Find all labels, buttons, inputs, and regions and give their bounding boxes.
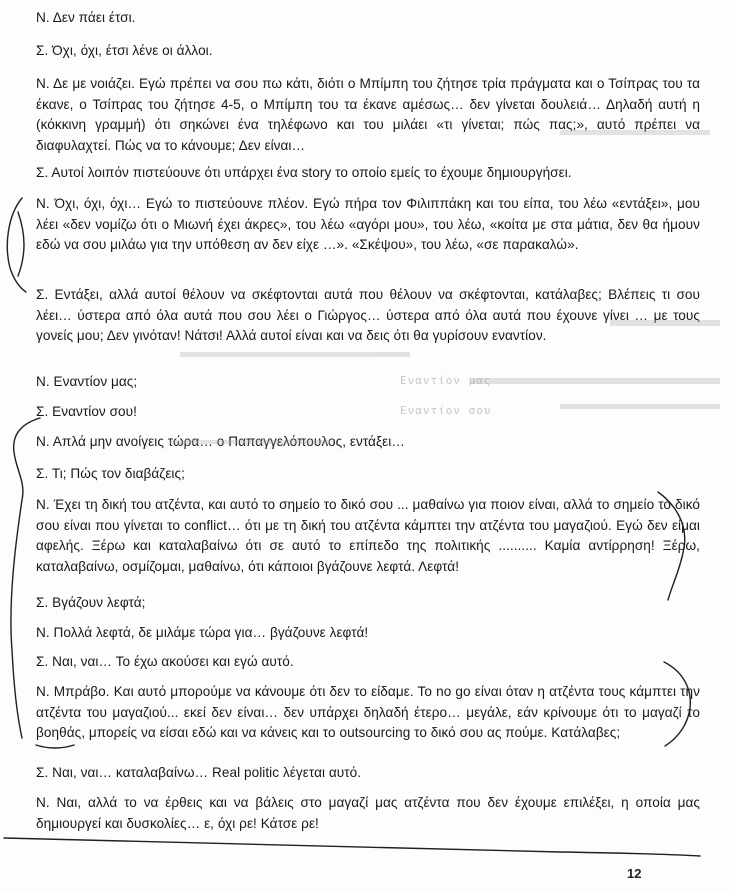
underline-mark (36, 745, 74, 748)
dialogue-paragraph: Σ. Ναι, ναι… Το έχω ακούσει και εγώ αυτό. (36, 654, 294, 669)
page-number: 12 (627, 866, 642, 881)
dialogue-paragraph: Σ. Εναντίον σου! (36, 404, 137, 419)
margin-bracket-mark (18, 212, 24, 276)
margin-bracket-mark (7, 198, 26, 292)
scan-smudge (180, 352, 410, 357)
dialogue-paragraph: Σ. Τι; Πώς τον διαβάζεις; (36, 466, 185, 481)
scan-bleed-text: Εναντίον μας (400, 374, 492, 387)
dialogue-paragraph: Ν. Δεν πάει έτσι. (36, 10, 136, 25)
dialogue-paragraph: Ν. Όχι, όχι, όχι… Εγώ το πιστεύουνε πλέον. Εγώ πήρα τον Φιλιππάκη και του είπα, του λέω «εντάξει», μου λέει «δεν νομίζω ότι ο Μιωνή έχει άκρες», του λέω «αγόρι μου», του λέω, «κοίτα με στα μάτια, δεν θα ήμουν εδώ να σου μιλάω για την υπόθεση αν δεν είχε …». «Σκέψου», του λέω, «σε παρακαλώ». (36, 196, 700, 252)
dialogue-paragraph: Ν. Έχει τη δική του ατζέντα, και αυτό το σημείο το δικό σου ... μαθαίνω για ποιον είναι, αλλά το σημείο το δικό σου είναι που γίνεται το conflict… ότι με τη δική του ατζέντα κάμπτει την ατζέντα του μαγαζιού. Εγώ δεν είμαι αφελής. Ξέρω και καταλαβαίνω ότι σε αυτό το επίπεδο της πολιτικής .......... Καμία αντίρρηση! Ξέρω, καταλαβαίνω, οσμίζομαι, μαθαίνω, ότι κάποιοι βγάζουνε λεφτά. Λεφτά! (36, 497, 700, 574)
dialogue-paragraph: Ν. Εναντίον μας; (36, 374, 138, 389)
dialogue-paragraph: Σ. Αυτοί λοιπόν πιστεύουνε ότι υπάρχει ένα story το οποίο εμείς το έχουμε δημιουργήσει. (36, 165, 572, 180)
scan-bleed-text: Εναντίον σου (400, 404, 492, 417)
dialogue-paragraph: Σ. Εντάξει, αλλά αυτοί θέλουν να σκέφτονται αυτά που θέλουν να σκέφτονται, κατάλαβες; Βλέπεις τι σου λέει… ύστερα από όλα αυτά που σου λέει ο Γιώργος… ύστερα από όλα αυτά που έχουνε γίνει … με τους γονείς μου; Δεν γινόταν! Νάτσι! Αλλά αυτοί είναι και να δεις ότι θα γυρίσουν εναντίον. (36, 287, 700, 343)
dialogue-paragraph: Ν. Πολλά λεφτά, δε μιλάμε τώρα για… βγάζουνε λεφτά! (36, 625, 369, 640)
bottom-stroke-mark (4, 838, 700, 856)
dialogue-paragraph: Σ. Ναι, ναι… καταλαβαίνω… Real politic λέγεται αυτό. (36, 765, 362, 780)
dialogue-paragraph: Ν. Δε με νοιάζει. Εγώ πρέπει να σου πω κάτι, διότι ο Μπίμπη του ζήτησε τρία πράγματα και ο Τσίπρας του τα έκανε, ο Τσίπρας του ζήτησε 4-5, ο Μπίμπη του τα έκανε αμέσως… δεν γίνεται δουλειά… Δηλαδή αυτή η (κόκκινη γραμμή) ότι σηκώνει ένα τηλέφωνο και του μιλάει «τι γίνεται; πώς πας;», αυτό πρέπει να διαφυλαχτεί. Πώς να το κάνουμε; Δεν είναι… (36, 76, 700, 153)
dialogue-paragraph: Σ. Όχι, όχι, έτσι λένε οι άλλοι. (36, 43, 213, 58)
dialogue-paragraph: Σ. Βγάζουν λεφτά; (36, 595, 146, 610)
dialogue-paragraph: Ν. Μπράβο. Και αυτό μπορούμε να κάνουμε ότι δεν το είδαμε. Το no go είναι όταν η ατζέντα τους κάμπτει την ατζέντα του μαγαζιού... εκεί δεν είναι… δεν υπάρχει δηλαδή έτερο… μεγάλε, εάν κρίνουμε ότι το μαγαζί το βοηθάς, μπορείς να είσαι εδώ και να κάνεις και το outsourcing το δικό σου ας πούμε. Κατάλαβες; (36, 684, 700, 740)
dialogue-paragraph: Ν. Ναι, αλλά το να έρθεις και να βάλεις στο μαγαζί μας ατζέντα που δεν έχουμε επιλέξει, η οποία μας δημιουργεί και δυσκολίες… ε, όχι ρε! Κάτσε ρε! (36, 795, 700, 831)
dialogue-paragraph: Ν. Απλά μην ανοίγεις τώρα… ο Παπαγγελόπουλος, εντάξει… (36, 434, 405, 449)
